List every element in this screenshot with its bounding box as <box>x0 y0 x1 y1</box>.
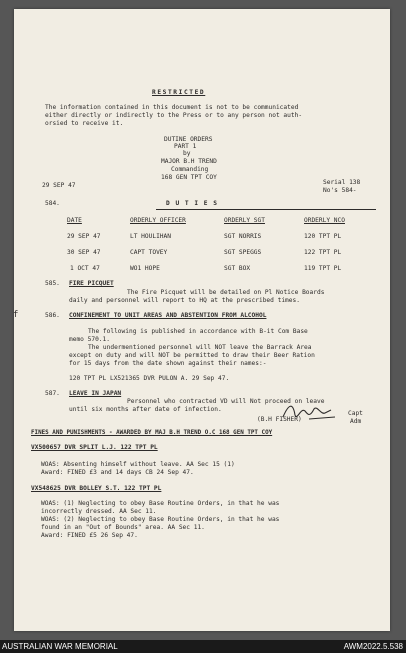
case-2-line-1: WOAS: (1) Neglecting to obey Base Routine Orders, in that he was <box>41 500 280 507</box>
footer-accession: AWM2022.5.538 <box>343 642 403 651</box>
title-line-6: 168 GEN TPT COY <box>161 174 217 181</box>
duty-row-1-sgt: SGT NORRIS <box>224 233 262 240</box>
order-numbers: No's 584- <box>323 187 357 194</box>
item-587-line-2: until six months after date of infection. <box>69 406 222 413</box>
item-586-line-5: for 15 days from the date shown against their names:- <box>69 360 267 367</box>
signatory-rank: Capt <box>348 410 363 417</box>
duties-heading: D U T I E S <box>166 200 218 207</box>
item-587-number: 587. <box>45 390 60 397</box>
case-1-line-1: WOAS: Absenting himself without leave. AA Sec 15 (1) <box>41 461 235 468</box>
restricted-label: RESTRICTED <box>152 89 206 96</box>
duty-row-3-officer: WO1 HOPE <box>130 265 160 272</box>
col-date: DATE <box>67 217 82 224</box>
notice-line-3: orsied to receive it. <box>45 120 124 127</box>
title-line-1: DUTINE ORDERS <box>164 136 213 143</box>
item-585-line-2: daily and personnel will report to HQ at the prescribed times. <box>69 297 300 304</box>
case-1-name: VX500657 DVR SPLIT L.J. 122 TPT PL <box>31 444 158 451</box>
duty-row-2-nco: 122 TPT PL <box>304 249 342 256</box>
item-587-line-1: Personnel who contracted VD will Not proceed on leave <box>127 398 325 405</box>
duty-row-3-date: 1 OCT 47 <box>70 265 100 272</box>
item-584-number: 584. <box>45 200 60 207</box>
duty-row-1-nco: 120 TPT PL <box>304 233 342 240</box>
duty-row-1-officer: LT HOULIHAN <box>130 233 171 240</box>
notice-line-2: either directly or indirectly to the Press or to any person not auth- <box>45 112 303 119</box>
item-586-line-3: The undermentioned personnel will NOT leave the Barrack Area <box>88 344 312 351</box>
duty-row-2-date: 30 SEP 47 <box>67 249 101 256</box>
footer-institution: AUSTRALIAN WAR MEMORIAL <box>2 642 118 651</box>
title-line-2: PART 1 <box>174 143 197 150</box>
col-nco: ORDERLY NCO <box>304 217 345 224</box>
item-586-number: 586. <box>45 312 60 319</box>
case-1-line-2: Award: FINED £3 and 14 days CB 24 Sep 47. <box>41 469 194 476</box>
archive-footer <box>0 640 406 653</box>
item-586-line-2: memo 570.1. <box>69 336 110 343</box>
duty-row-2-sgt: SGT SPEGGS <box>224 249 262 256</box>
item-587-heading: LEAVE IN JAPAN <box>69 390 122 397</box>
duty-row-3-sgt: SGT BOX <box>224 265 251 272</box>
title-line-4: MAJOR B.H TREND <box>161 158 217 165</box>
case-2-line-5: Award: FINED £5 26 Sep 47. <box>41 532 138 539</box>
awards-heading: FINES AND PUNISHMENTS - AWARDED BY MAJ B.H TREND O.C 168 GEN TPT COY <box>31 430 273 436</box>
margin-mark: f <box>13 310 19 320</box>
item-586-heading: CONFINEMENT TO UNIT AREAS AND ABSTENTION FROM ALCOHOL <box>69 312 267 319</box>
col-officer: ORDERLY OFFICER <box>130 217 186 224</box>
duty-row-2-officer: CAPT TOVEY <box>130 249 168 256</box>
duty-row-1-date: 29 SEP 47 <box>67 233 101 240</box>
case-2-line-4: found in an "Out of Bounds" area. AA Sec 11. <box>41 524 205 531</box>
case-2-line-2: incorrectly dressed. AA Sec 11. <box>41 508 157 515</box>
item-586-entry: 120 TPT PL LX521365 DVR PULON A. 29 Sep 47. <box>69 375 230 382</box>
item-586-line-4: except on duty and will NOT be permitted to draw their Beer Ration <box>69 352 315 359</box>
signatory-role: Adm <box>350 418 362 425</box>
title-line-3: by <box>183 150 191 157</box>
notice-line-1: The information contained in this document is not to be communicated <box>45 104 299 111</box>
serial-number: Serial 138 <box>323 179 361 186</box>
case-2-name: VX548625 DVR BOLLEY S.T. 122 TPT PL <box>31 485 162 492</box>
duties-rule <box>156 209 376 210</box>
item-585-number: 585. <box>45 280 60 287</box>
title-line-5: Commanding <box>171 166 209 173</box>
duty-row-3-nco: 119 TPT PL <box>304 265 342 272</box>
col-sgt: ORDERLY SGT <box>224 217 265 224</box>
item-585-heading: FIRE PICQUET <box>69 280 114 287</box>
order-date: 29 SEP 47 <box>42 182 76 189</box>
signatory-name: (B.H FISHER) <box>257 416 302 423</box>
item-585-line-1: The Fire Picquet will be detailed on Pl Notice Boards <box>127 289 325 296</box>
item-586-line-1: The following is published in accordance with B-it Com Base <box>88 328 308 335</box>
case-2-line-3: WOAS: (2) Neglecting to obey Base Routine Orders, in that he was <box>41 516 280 523</box>
document-page <box>14 9 390 631</box>
